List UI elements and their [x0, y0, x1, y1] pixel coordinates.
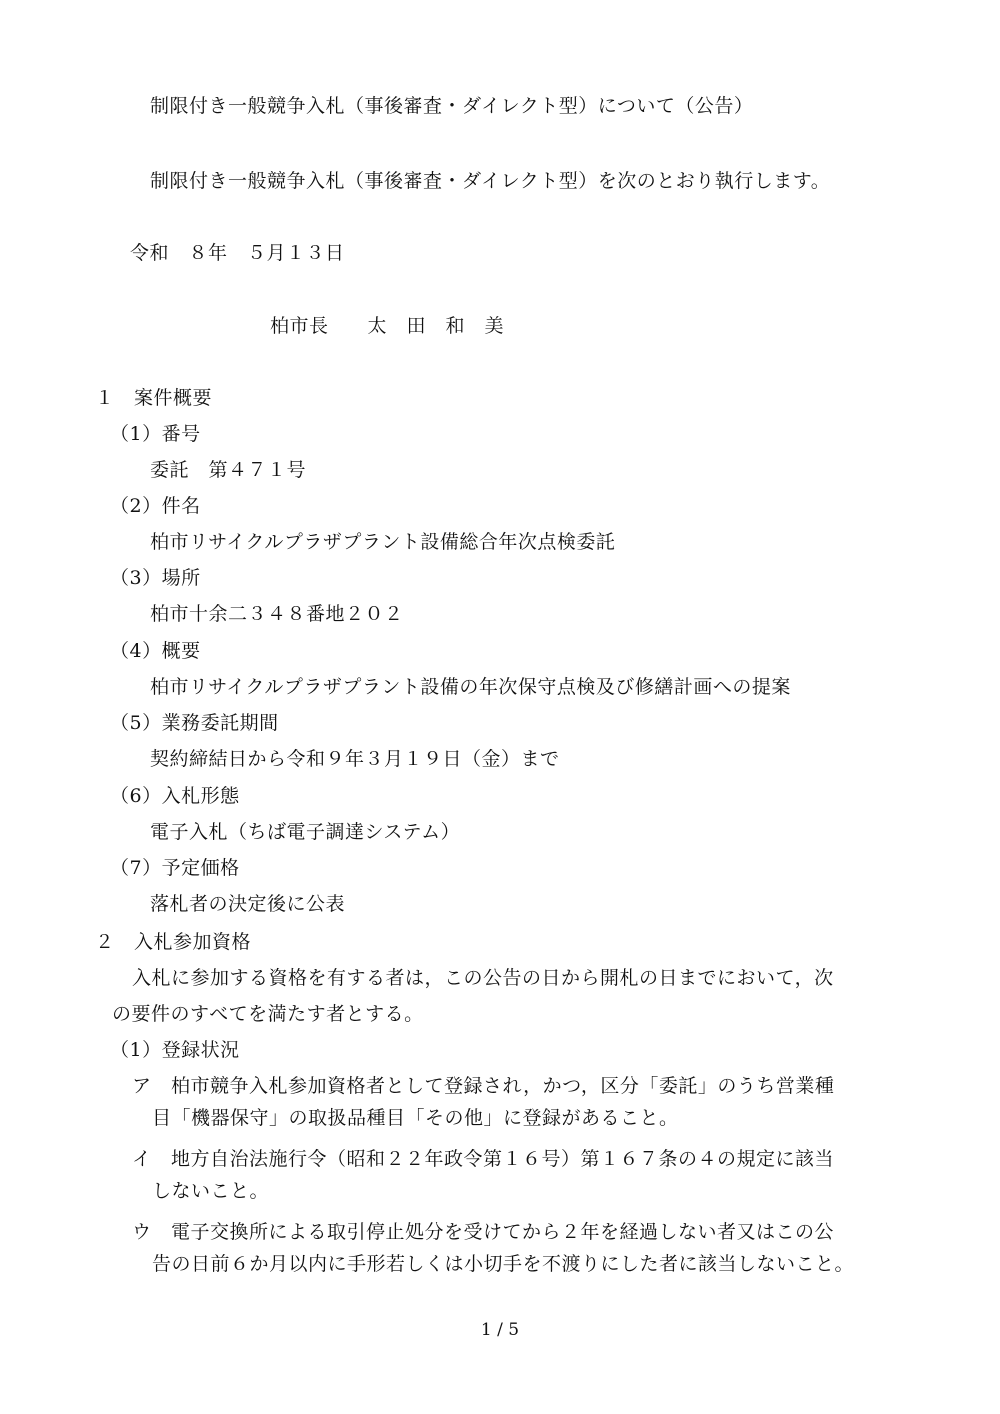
- page-number: 1 / 5: [480, 1320, 520, 1340]
- section-2-heading: ２ 入札参加資格: [95, 931, 252, 953]
- section-2-intro-line-2: の要件のすべてを満たす者とする。: [112, 1003, 424, 1025]
- item-label-number: （1）番号: [110, 423, 201, 445]
- item-label-bid-format: （6）入札形態: [110, 785, 240, 807]
- condition-u-line-2: 告の日前６か月以内に手形若しくは小切手を不渡りにした者に該当しないこと。: [152, 1253, 855, 1275]
- item-label-estimated-price: （7）予定価格: [110, 857, 240, 879]
- item-value-period: 契約締結日から令和９年３月１９日（金）まで: [150, 748, 560, 770]
- item-value-name: 柏市リサイクルプラザプラント設備総合年次点検委託: [150, 531, 616, 553]
- notice-title: 制限付き一般競争入札（事後審査・ダイレクト型）について（公告）: [150, 95, 754, 117]
- item-value-overview: 柏市リサイクルプラザプラント設備の年次保守点検及び修繕計画への提案: [150, 676, 791, 698]
- issuer-name: 柏市長 太 田 和 美: [270, 315, 505, 337]
- sub-label-registration: （1）登録状況: [110, 1039, 240, 1061]
- item-value-number: 委託 第４７１号: [150, 459, 307, 481]
- section-2-intro-line-1: 入札に参加する資格を有する者は，この公告の日から開札の日までにおいて，次: [132, 967, 834, 989]
- condition-i-line-1: イ 地方自治法施行令（昭和２２年政令第１６号）第１６７条の４の規定に該当: [132, 1148, 835, 1170]
- notice-intro: 制限付き一般競争入札（事後審査・ダイレクト型）を次のとおり執行します。: [150, 170, 831, 192]
- condition-a-line-2: 目「機器保守」の取扱品種目「その他」に登録があること。: [152, 1107, 679, 1129]
- item-label-location: （3）場所: [110, 567, 201, 589]
- condition-a-line-1: ア 柏市競争入札参加資格者として登録され，かつ，区分「委託」のうち営業種: [132, 1075, 835, 1097]
- item-value-location: 柏市十余二３４８番地２０２: [150, 603, 404, 625]
- item-label-name: （2）件名: [110, 495, 201, 517]
- condition-i-line-2: しないこと。: [152, 1180, 270, 1202]
- item-label-overview: （4）概要: [110, 640, 201, 662]
- notice-date: 令和 ８年 ５月１３日: [130, 242, 345, 264]
- item-value-estimated-price: 落札者の決定後に公表: [150, 893, 346, 915]
- item-value-bid-format: 電子入札（ちば電子調達システム）: [150, 821, 461, 843]
- item-label-period: （5）業務委託期間: [110, 712, 279, 734]
- condition-u-line-1: ウ 電子交換所による取引停止処分を受けてから２年を経過しない者又はこの公: [132, 1221, 835, 1243]
- section-1-heading: １ 案件概要: [95, 387, 213, 409]
